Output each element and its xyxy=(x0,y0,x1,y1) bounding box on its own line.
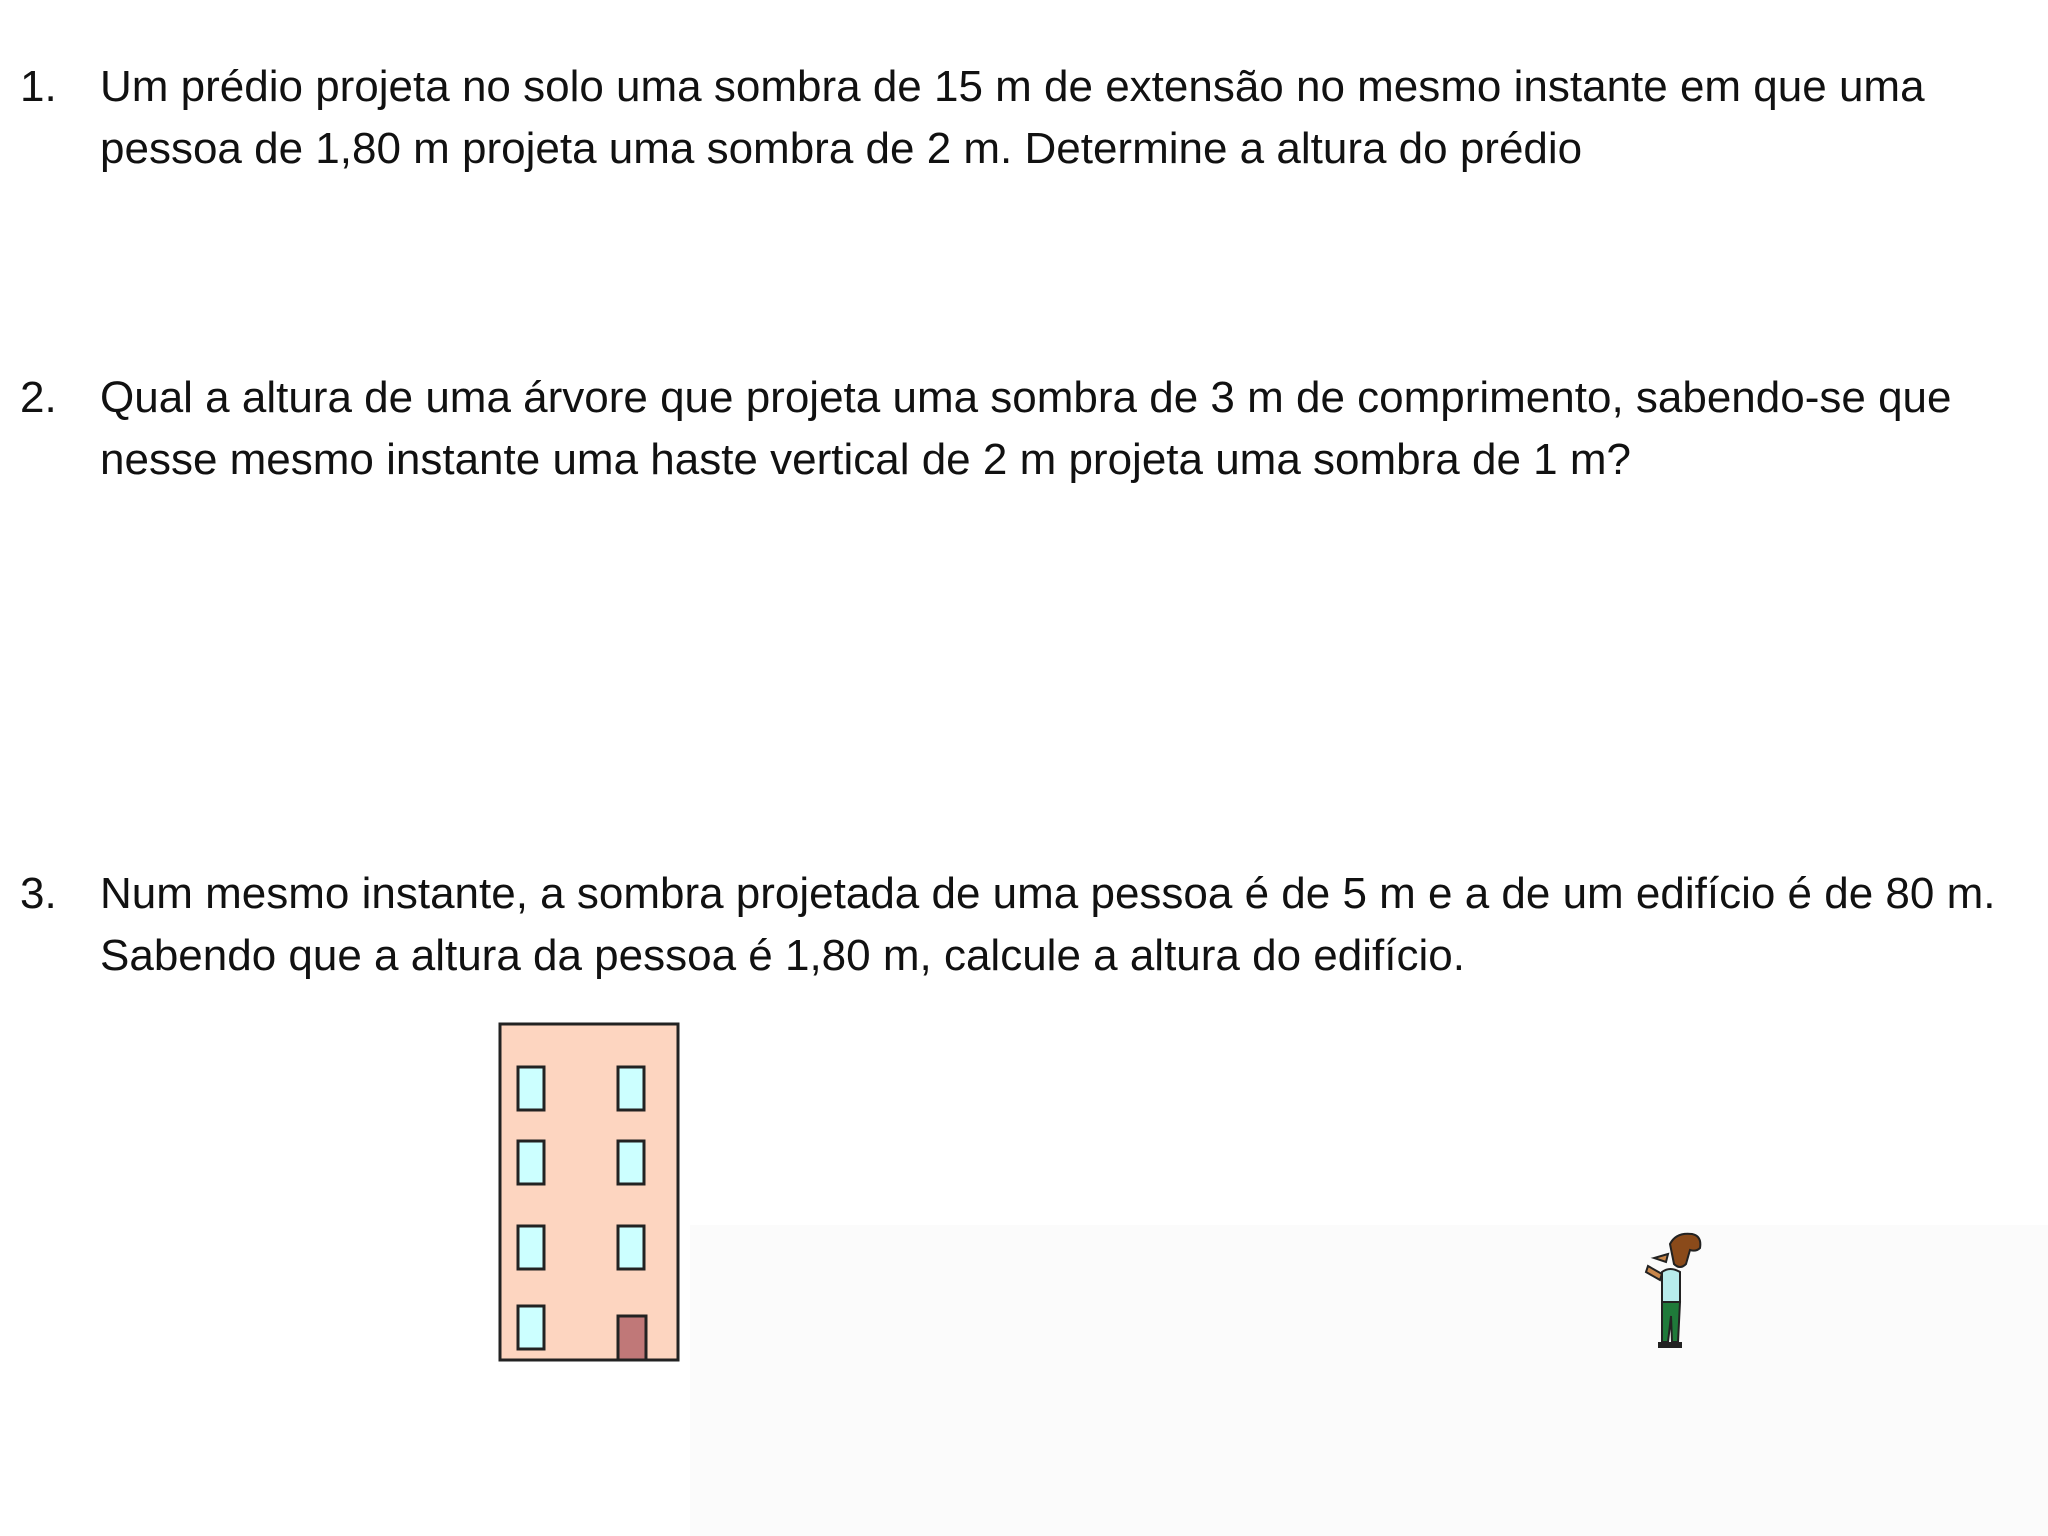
question-1 xyxy=(20,56,2010,180)
ground-shadow-area xyxy=(690,1225,2048,1536)
building-icon xyxy=(494,1018,684,1364)
question-1-text: Um prédio projeta no solo uma sombra de 15 m de extensão no mesmo instante em que uma pessoa de 1,80 m projeta uma sombra de 2 m. Determine a altura do prédio xyxy=(100,62,1925,173)
question-2 xyxy=(20,367,2010,491)
building-window xyxy=(518,1226,544,1269)
building-window xyxy=(618,1226,644,1269)
question-3-number: 3. xyxy=(20,869,57,918)
question-3-text: Num mesmo instante, a sombra projetada de uma pessoa é de 5 m e a de um edifício é de 80 m. Sabendo que a altura da pessoa é 1,80 m, calcule a altura do edifício. xyxy=(100,869,1996,980)
question-2-number: 2. xyxy=(20,373,57,422)
person-icon xyxy=(1640,1230,1710,1360)
question-1-number: 1. xyxy=(20,62,57,111)
building-door xyxy=(618,1316,646,1360)
building-window xyxy=(518,1306,544,1349)
building-window xyxy=(518,1141,544,1184)
building-window xyxy=(618,1067,644,1110)
question-3 xyxy=(20,863,2010,987)
building-window xyxy=(518,1067,544,1110)
question-2-text: Qual a altura de uma árvore que projeta uma sombra de 3 m de comprimento, sabendo-se que nesse mesmo instante uma haste vertical de 2 m projeta uma sombra de 1 m? xyxy=(100,373,1952,484)
building-window xyxy=(618,1141,644,1184)
